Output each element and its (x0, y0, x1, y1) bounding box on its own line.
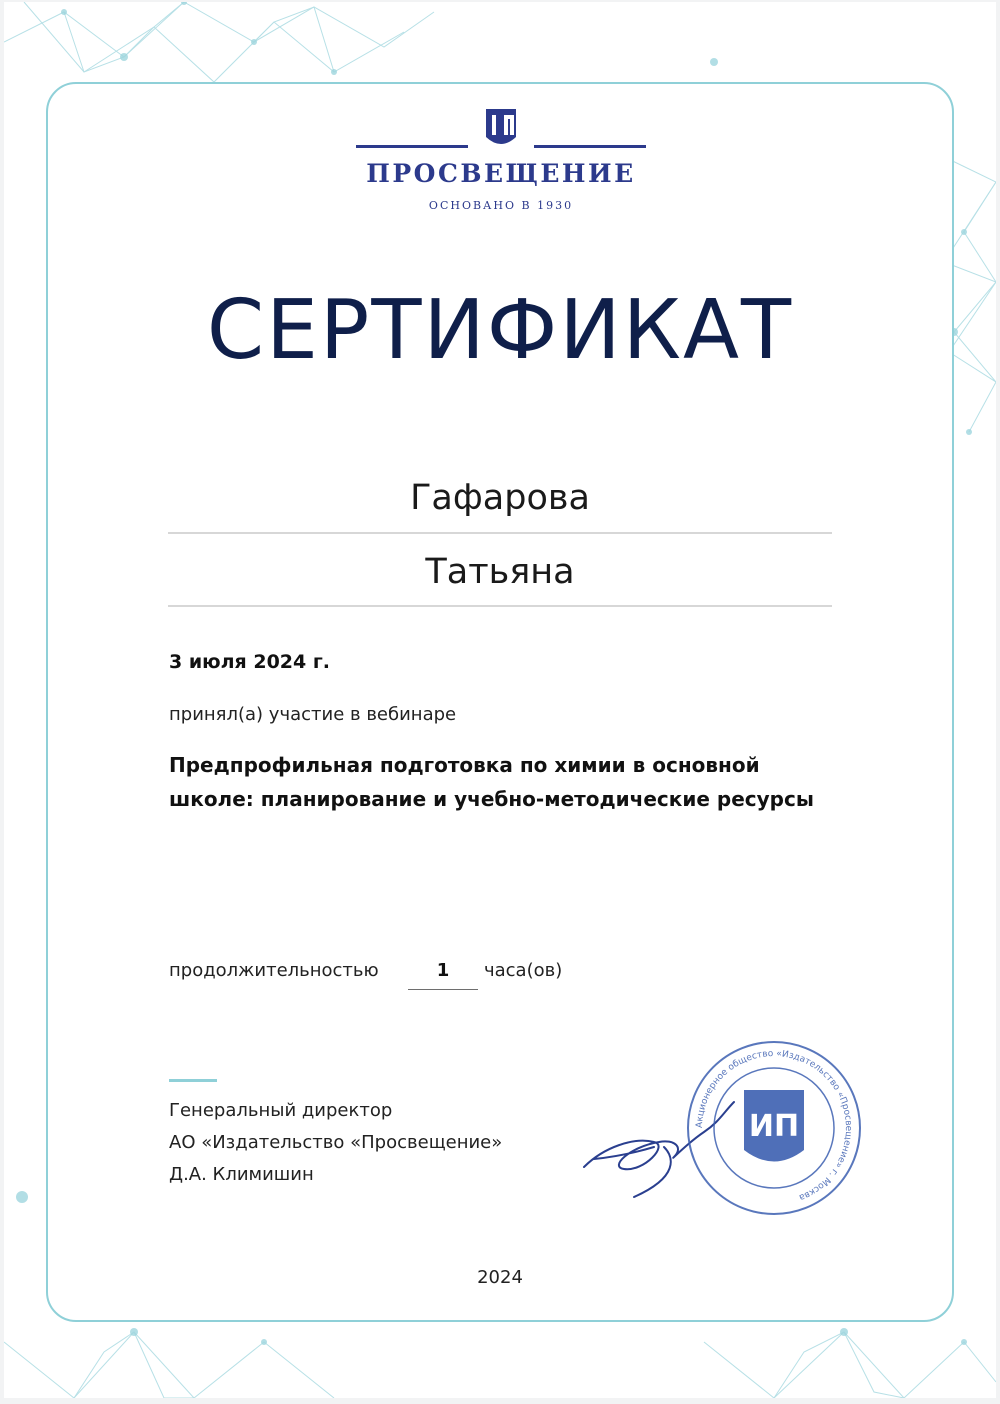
logo-rule-left (356, 145, 468, 148)
duration-label: продолжительностью (169, 960, 379, 981)
webinar-topic: Предпрофильная подготовка по химии в основной школе: планирование и учебно-методические ресурсы (169, 753, 814, 811)
surname-underline (168, 532, 832, 534)
signatory-position: Генеральный директор (169, 1100, 393, 1121)
publisher-emblem-icon (484, 107, 518, 151)
duration-unit: часа(ов) (484, 960, 563, 981)
publisher-logo (356, 107, 646, 217)
publisher-founded: ОСНОВАНО В 1930 (428, 199, 574, 212)
publisher-name: ПРОСВЕЩЕНИЕ (366, 159, 636, 188)
signatory-accent-line (169, 1079, 217, 1082)
recipient-given-name: Татьяна (425, 552, 575, 592)
duration-value: 1 (408, 960, 478, 990)
signatory-name: Д.А. Климишин (169, 1164, 314, 1185)
participation-text: принял(а) участие в вебинаре (169, 704, 457, 725)
stamp-ring-text: Акционерное общество «Издательство «Просвещение» г. Москва (694, 1048, 854, 1203)
official-stamp (684, 1038, 864, 1218)
certificate-page (4, 2, 996, 1398)
recipient-surname: Гафарова (410, 478, 590, 518)
certificate-year: 2024 (477, 1267, 523, 1288)
webinar-date: 3 июля 2024 г. (169, 651, 330, 673)
given-name-underline (168, 605, 832, 607)
certificate-title: СЕРТИФИКАТ (206, 283, 794, 378)
stamp-mark: ИП (748, 1109, 800, 1144)
logo-rule-right (534, 145, 646, 148)
signatory-organization: АО «Издательство «Просвещение» (169, 1132, 503, 1153)
